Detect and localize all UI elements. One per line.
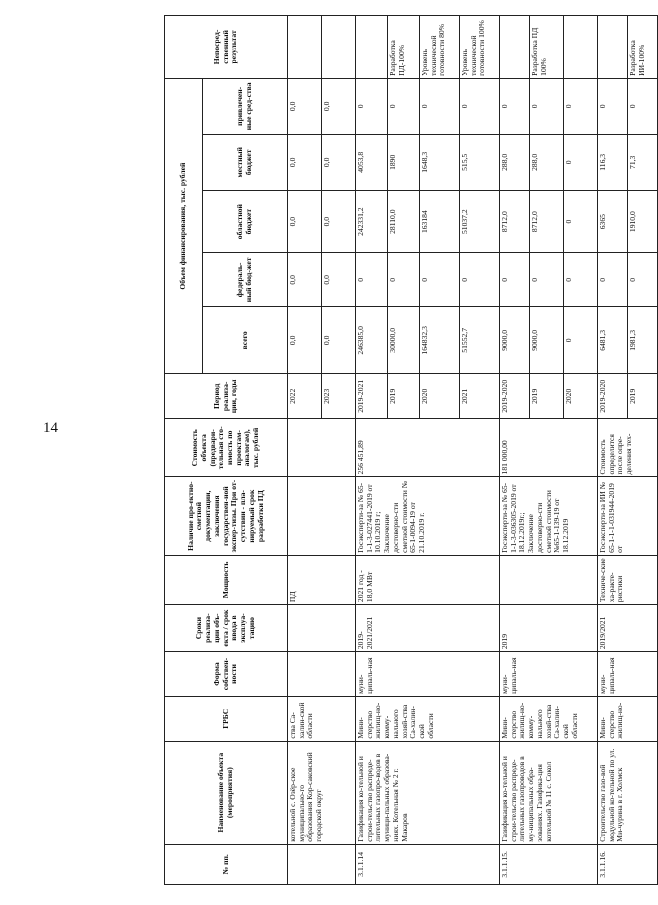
row-ownership: муни-ципаль-ная xyxy=(356,652,500,697)
row-number: 3.1.1.14 xyxy=(356,844,500,884)
row-federal: 0,0 xyxy=(322,253,356,307)
row-total: 1981,3 xyxy=(628,307,658,374)
row-attracted: 0 xyxy=(420,78,460,134)
row-result: Уровень технической готовности 80% xyxy=(420,16,460,79)
row-terms xyxy=(288,605,356,652)
row-name: Строительство газо-вой модульной ко-тельной по ул. Ми-чурина в г. Холмск xyxy=(598,741,658,844)
row-local: 515,5 xyxy=(460,134,500,190)
row-regional: 51037,2 xyxy=(460,190,500,253)
row-period: 2019 xyxy=(628,374,658,419)
row-capacity: ПД xyxy=(288,555,356,604)
row-period: 2019-2021 xyxy=(356,374,388,419)
row-period: 2020 xyxy=(564,374,598,419)
row-local: 1648,3 xyxy=(420,134,460,190)
row-total: 246385,0 xyxy=(356,307,388,374)
header-terms: Сроки реализа-ции объ-екта / срок ввода в эксплуа-тацию xyxy=(165,605,288,652)
row-cost: 181 000,00 xyxy=(500,419,598,477)
row-attracted: 0,0 xyxy=(288,78,322,134)
header-result: Непосред-ственный результат xyxy=(165,16,288,79)
row-result: Уровень технической готовности 100% xyxy=(460,16,500,79)
row-total: 51552,7 xyxy=(460,307,500,374)
header-cost: Стоимость объекта (предвари-тельная сто-имость по проектам-аналогам), тыс. рублей xyxy=(165,419,288,477)
row-total: 164832,3 xyxy=(420,307,460,374)
row-result: Разработка ПД-100% xyxy=(388,16,420,79)
row-period: 2019-2020 xyxy=(598,374,628,419)
row-regional: 163184 xyxy=(420,190,460,253)
row-local: 288,0 xyxy=(500,134,530,190)
row-attracted: 0 xyxy=(500,78,530,134)
row-terms: 2019 xyxy=(500,605,598,652)
row-federal: 0 xyxy=(388,253,420,307)
page-number: 14 xyxy=(43,420,58,436)
header-local: местный бюджет xyxy=(203,134,288,190)
row-total: 9000,0 xyxy=(500,307,530,374)
row-period: 2023 xyxy=(322,374,356,419)
row-name: Газификация ко-тельной и строи-тельство распреде-лительных газопроводов в му-ниципальных обра-зованиях. Газифика-ция котельной № 11 с. Сокол xyxy=(500,741,598,844)
row-cost: Стоимость определится после опре-деления тех- xyxy=(598,419,658,477)
row-grbs: Мини-стерство жилищ-но-комму-нального хозяй-ства Са-халин-ской области xyxy=(356,696,500,741)
row-docs xyxy=(288,477,356,555)
investment-table xyxy=(164,15,658,885)
row-local: 1890 xyxy=(388,134,420,190)
row-attracted: 0,0 xyxy=(322,78,356,134)
header-ownership: Форма собствен-ности xyxy=(165,652,288,697)
row-total: 30000,0 xyxy=(388,307,420,374)
row-federal: 0 xyxy=(420,253,460,307)
row-capacity: 2021 год - 18,0 МВт xyxy=(356,555,500,604)
row-attracted: 0 xyxy=(530,78,564,134)
row-period: 2021 xyxy=(460,374,500,419)
row-regional: 242331,2 xyxy=(356,190,388,253)
row-docs: Госэксперти-за ИИ № 65-1-1-1-031944-2019 от xyxy=(598,477,658,555)
row-attracted: 0 xyxy=(628,78,658,134)
header-no: № пп. xyxy=(165,844,288,884)
table-row xyxy=(500,16,530,885)
row-cost xyxy=(288,419,356,477)
row-total: 0,0 xyxy=(288,307,322,374)
row-regional: 6365 xyxy=(598,190,628,253)
header-grbs: ГРБС xyxy=(165,696,288,741)
row-grbs: Мини-стерство жилищ-но- xyxy=(598,696,658,741)
row-federal: 0 xyxy=(598,253,628,307)
row-name: Газификация ко-тельной и строи-тельство распреде-лительных газопро-водов в муници-пальных образова-ниях. Котельная № 2 г. Макаров xyxy=(356,741,500,844)
row-period: 2019-2020 xyxy=(500,374,530,419)
row-terms: 2019/2021 xyxy=(598,605,658,652)
row-result xyxy=(564,16,598,79)
row-terms: 2019-2021/2021 xyxy=(356,605,500,652)
row-ownership: муни-ципаль-ная xyxy=(598,652,658,697)
row-ownership: муни-ципаль-ная xyxy=(500,652,598,697)
row-grbs: Мини-стерство жилищ-но-комму-нального хозяй-ства Са-халин-ской области xyxy=(500,696,598,741)
row-result xyxy=(598,16,628,79)
row-federal: 0 xyxy=(564,253,598,307)
row-federal: 0 xyxy=(530,253,564,307)
row-result: Разработка ПД 100% xyxy=(530,16,564,79)
header-name: Наименование объекта (мероприятия) xyxy=(165,741,288,844)
row-result xyxy=(500,16,530,79)
row-docs: Госэксперти-за № 65-1-1-3-036305-2019 от 18.12.2019г.; Заключение достоверно-сти сметной стоимости №65-1-139-19 от 18.12.2019 xyxy=(500,477,598,555)
row-federal: 0 xyxy=(628,253,658,307)
row-federal: 0 xyxy=(356,253,388,307)
row-total: 0 xyxy=(564,307,598,374)
row-result xyxy=(288,16,322,79)
header-capacity: Мощность xyxy=(165,555,288,604)
rotated-table-container xyxy=(164,15,646,885)
row-result xyxy=(356,16,388,79)
row-number: 3.1.1.15. xyxy=(500,844,598,884)
row-period: 2022 xyxy=(288,374,322,419)
header-regional: областной бюджет xyxy=(203,190,288,253)
row-regional: 0 xyxy=(564,190,598,253)
row-local: 116,3 xyxy=(598,134,628,190)
row-regional: 8712,0 xyxy=(500,190,530,253)
table-row xyxy=(598,16,628,885)
row-grbs: ства Са-халин-ской области xyxy=(288,696,356,741)
row-attracted: 0 xyxy=(598,78,628,134)
header-attracted: привлечен-ные сред-ства xyxy=(203,78,288,134)
row-capacity: Техниче-ские ха-ракте-ристики xyxy=(598,555,658,604)
row-federal: 0 xyxy=(500,253,530,307)
row-local: 0 xyxy=(564,134,598,190)
header-funding: Объем финансирования, тыс. рублей xyxy=(165,78,203,374)
row-local: 0,0 xyxy=(322,134,356,190)
table-row xyxy=(288,16,322,885)
row-local: 0,0 xyxy=(288,134,322,190)
header-docs: Наличие про-ектно-сметной документации, заключения государствен-ной экспер-тизы. При от-сутствии - пла-нируемый срок разработки ПД xyxy=(165,477,288,555)
row-number xyxy=(288,844,356,884)
row-period: 2020 xyxy=(420,374,460,419)
header-federal: федераль-ный бюд-жет xyxy=(203,253,288,307)
row-local: 288,0 xyxy=(530,134,564,190)
header-total: всего xyxy=(203,307,288,374)
row-attracted: 0 xyxy=(564,78,598,134)
row-regional: 0,0 xyxy=(288,190,322,253)
row-name: котельной с. Озёр-ское муниципально-го образования Кор-саковский городской округ xyxy=(288,741,356,844)
row-regional: 8712,0 xyxy=(530,190,564,253)
row-regional: 28110,0 xyxy=(388,190,420,253)
row-regional: 0,0 xyxy=(322,190,356,253)
row-federal: 0,0 xyxy=(288,253,322,307)
row-attracted: 0 xyxy=(388,78,420,134)
row-result: Разработка ИИ-100% xyxy=(628,16,658,79)
row-attracted: 0 xyxy=(356,78,388,134)
row-docs: Госэксперти-за № 65-1-1-3-027441-2019 от 10.10.2019 г; Заключение достоверно-сти сметной стоимости № 65-1-0094-19 от 21.10.2019 г. xyxy=(356,477,500,555)
row-period: 2019 xyxy=(530,374,564,419)
row-attracted: 0 xyxy=(460,78,500,134)
row-period: 2019 xyxy=(388,374,420,419)
row-cost: 256 451,89 xyxy=(356,419,500,477)
row-local: 71,3 xyxy=(628,134,658,190)
row-total: 6481,3 xyxy=(598,307,628,374)
row-total: 0,0 xyxy=(322,307,356,374)
row-number: 3.1.1.16. xyxy=(598,844,658,884)
table-row xyxy=(356,16,388,885)
row-regional: 1910,0 xyxy=(628,190,658,253)
row-ownership xyxy=(288,652,356,697)
row-total: 9000,0 xyxy=(530,307,564,374)
row-capacity xyxy=(500,555,598,604)
row-local: 4053,8 xyxy=(356,134,388,190)
row-result xyxy=(322,16,356,79)
header-period: Период реализа-ции, годы xyxy=(165,374,288,419)
row-federal: 0 xyxy=(460,253,500,307)
